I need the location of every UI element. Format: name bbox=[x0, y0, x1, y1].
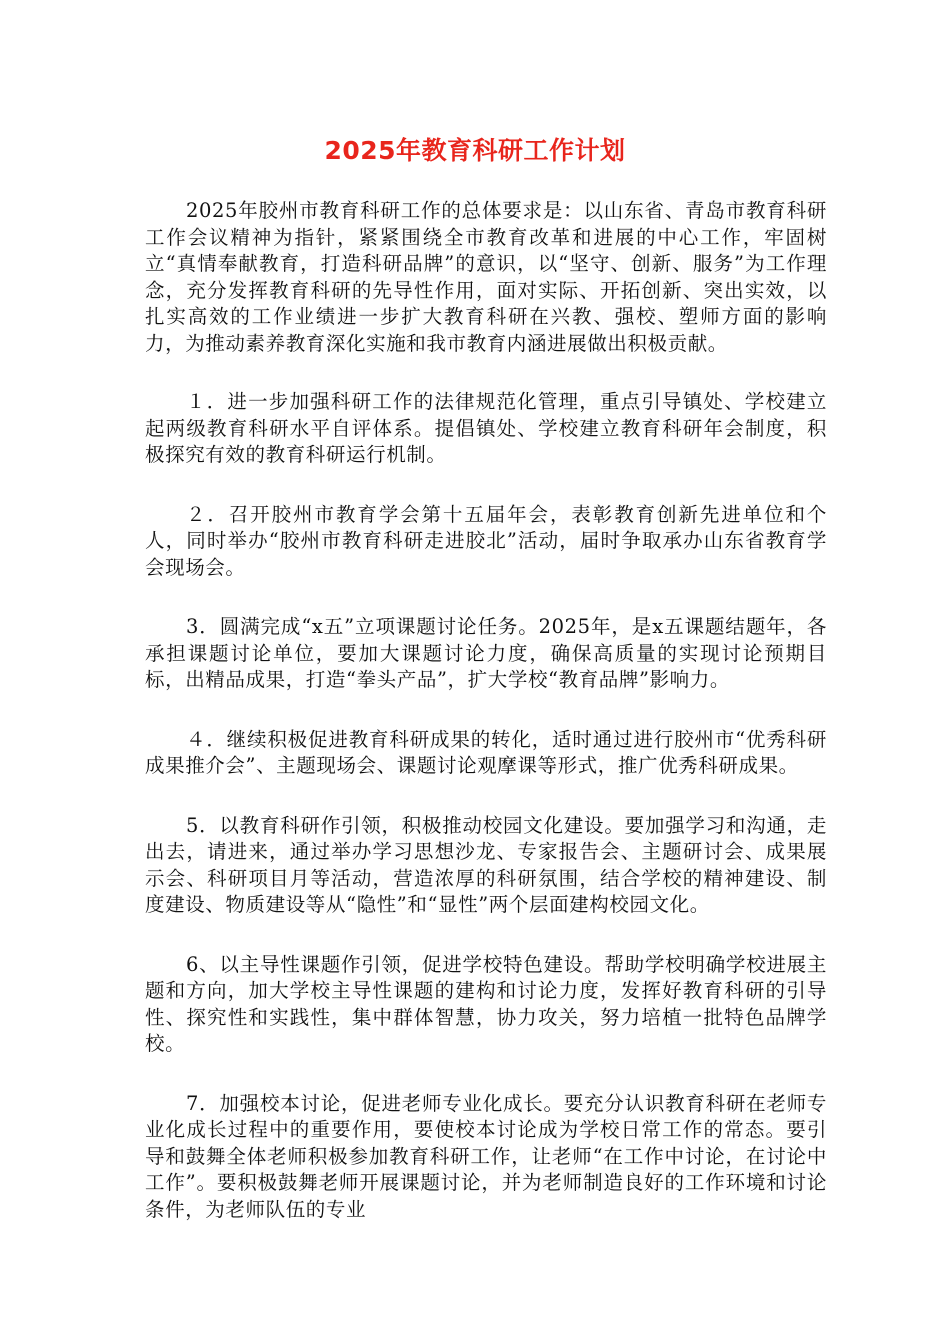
intro-paragraph: 2025年胶州市教育科研工作的总体要求是：以山东省、青岛市教育科研工作会议精神为指针，紧紧围绕全市教育改革和进展的中心工作，牢固树立“真情奉献教育，打造科研品牌”的意识，以“坚守、创新、服务”为工作理念，充分发挥教育科研的先导性作用，面对实际、开拓创新、突出实效，以扎实高效的工作业绩进一步扩大教育科研在兴教、强校、塑师方面的影响力，为推动素养教育深化实施和我市教育内涵进展做出积极贡献。 bbox=[145, 199, 827, 355]
paragraph-item-4: ４．继续积极促进教育科研成果的转化，适时通过进行胶州市“优秀科研成果推介会”、主题现场会、课题讨论观摩课等形式，推广优秀科研成果。 bbox=[145, 727, 827, 777]
document-body bbox=[145, 198, 827, 1256]
paragraph-item-5: 5．以教育科研作引领，积极推动校园文化建设。要加强学习和沟通，走出去，请进来，通过举办学习思想沙龙、专家报告会、主题研讨会、成果展示会、科研项目月等活动，营造浓厚的科研氛围，结合学校的精神建设、制度建设、物质建设等从“隐性”和“显性”两个层面建构校园文化。 bbox=[145, 813, 827, 916]
paragraph-item-2: ２．召开胶州市教育学会第十五届年会，表彰教育创新先进单位和个人，同时举办“胶州市教育科研走进胶北”活动，届时争取承办山东省教育学会现场会。 bbox=[145, 502, 827, 579]
document-title: 2025年教育科研工作计划 bbox=[324, 136, 626, 165]
paragraph-item-6: 6、以主导性课题作引领，促进学校特色建设。帮助学校明确学校进展主题和方向，加大学校主导性课题的建构和讨论力度，发挥好教育科研的引导性、探究性和实践性，集中群体智慧，协力攻关，努力培植一批特色品牌学校。 bbox=[145, 952, 827, 1055]
paragraph-item-1: １．进一步加强科研工作的法律规范化管理，重点引导镇处、学校建立起两级教育科研水平自评体系。提倡镇处、学校建立教育科研年会制度，积极探究有效的教育科研运行机制。 bbox=[145, 390, 827, 466]
paragraph-item-3: 3．圆满完成“x五”立项课题讨论任务。2025年，是x五课题结题年，各承担课题讨论单位，要加大课题讨论力度，确保高质量的实现讨论预期目标，出精品成果，打造“拳头产品”，扩大学校“教育品牌”影响力。 bbox=[145, 615, 827, 691]
paragraph-item-7: 7．加强校本讨论，促进老师专业化成长。要充分认识教育科研在老师专业化成长过程中的重要作用，要使校本讨论成为学校日常工作的常态。要引导和鼓舞全体老师积极参加教育科研工作，让老师“在工作中讨论，在讨论中工作”。要积极鼓舞老师开展课题讨论，并为老师制造良好的工作环境和讨论条件，为老师队伍的专业 bbox=[145, 1091, 827, 1221]
